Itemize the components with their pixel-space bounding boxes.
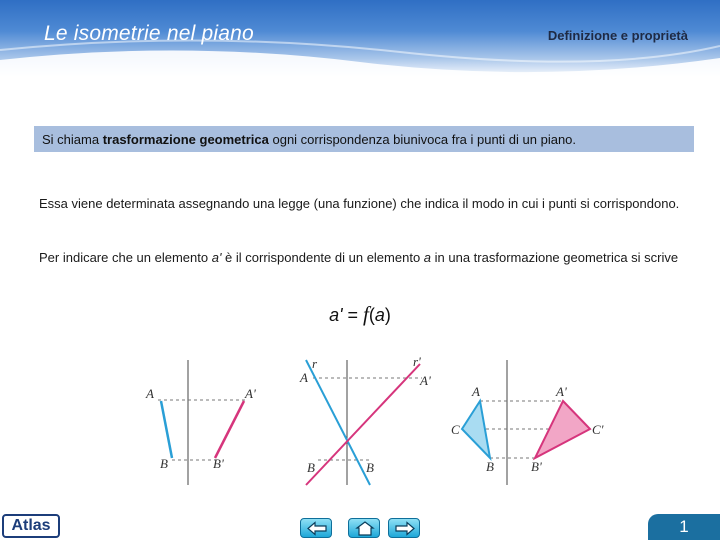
header-banner bbox=[0, 0, 720, 78]
label-r: r bbox=[312, 356, 318, 371]
p2-middle: è il corrispondente di un elemento bbox=[221, 250, 424, 265]
home-button[interactable] bbox=[348, 518, 380, 538]
formula-eq: = bbox=[342, 305, 364, 325]
label-B1: B' bbox=[213, 456, 224, 471]
p2-a-prime: a' bbox=[211, 250, 222, 265]
label-A: A bbox=[472, 384, 480, 399]
label-B1: B' bbox=[531, 459, 542, 474]
label-B: B bbox=[486, 459, 494, 474]
p2-after: in una trasformazione geometrica si scrive bbox=[431, 250, 679, 265]
isometry-figures bbox=[0, 340, 720, 490]
label-C: C bbox=[451, 422, 460, 437]
definition-box bbox=[34, 126, 694, 152]
home-icon bbox=[354, 521, 376, 536]
formula-open: ( bbox=[368, 305, 375, 325]
paragraph-law: Essa viene determinata assegnando una legge (una funzione) che indica il modo in cui i punti si corrispondono. bbox=[39, 196, 680, 211]
page-number: 1 bbox=[648, 514, 720, 540]
page-title: Le isometrie nel piano bbox=[44, 22, 254, 45]
label-A: A bbox=[300, 370, 308, 385]
label-C1: C' bbox=[592, 422, 604, 437]
atlas-logo: Atlas bbox=[2, 514, 60, 538]
figure-line-reflection bbox=[299, 354, 431, 485]
prev-button[interactable] bbox=[300, 518, 332, 538]
formula-f: f bbox=[363, 302, 369, 326]
figure-triangle-reflection bbox=[451, 360, 604, 485]
p2-a: a bbox=[423, 250, 432, 265]
definition-text-after: ogni corrispondenza biunivoca fra i punti di un piano. bbox=[268, 132, 577, 147]
label-r1: r' bbox=[413, 354, 421, 369]
formula-lhs: a' bbox=[329, 305, 343, 325]
label-A1: A' bbox=[245, 386, 256, 401]
formula-arg: a bbox=[374, 305, 385, 325]
label-B: B bbox=[307, 460, 315, 475]
formula-close: ) bbox=[384, 305, 391, 325]
definition-text-before: Si chiama bbox=[42, 132, 103, 147]
label-B: B bbox=[160, 456, 168, 471]
next-button[interactable] bbox=[388, 518, 420, 538]
figure-segment-reflection bbox=[145, 360, 256, 485]
paragraph-notation bbox=[39, 249, 685, 266]
label-B1: B bbox=[366, 460, 374, 475]
definition-term: trasformazione geometrica bbox=[102, 132, 269, 147]
formula bbox=[0, 302, 720, 327]
section-subtitle: Definizione e proprietà bbox=[547, 28, 688, 43]
label-A1: A' bbox=[420, 373, 431, 388]
arrow-right-icon bbox=[394, 521, 416, 536]
arrow-left-icon bbox=[306, 521, 328, 536]
p2-before: Per indicare che un elemento bbox=[39, 250, 212, 265]
label-A: A bbox=[146, 386, 154, 401]
label-A1: A' bbox=[556, 384, 567, 399]
